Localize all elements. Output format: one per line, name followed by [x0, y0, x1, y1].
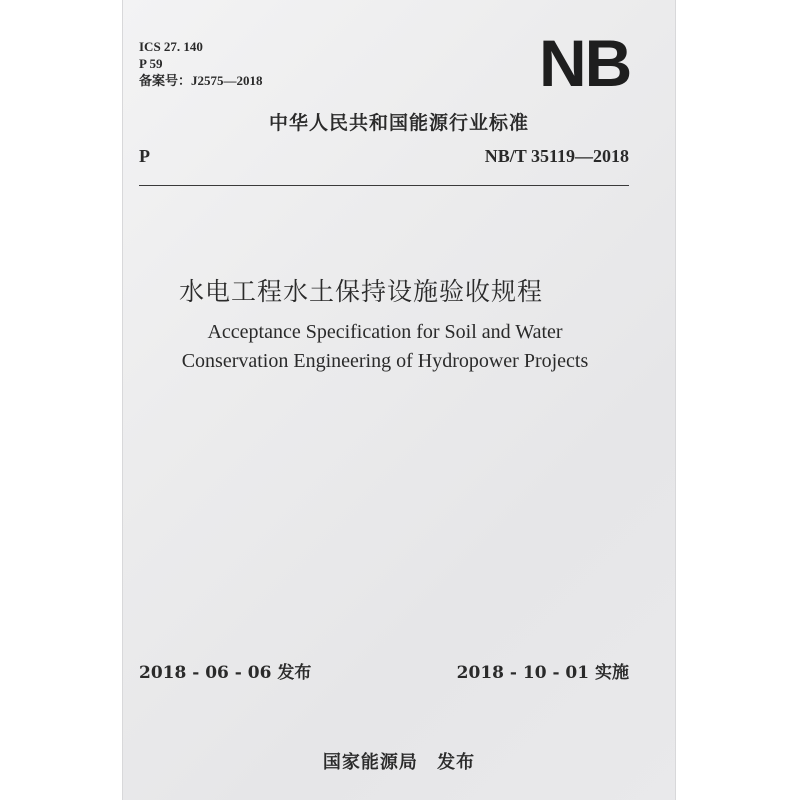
ccs-code: P 59 [139, 56, 163, 71]
ics-code: ICS 27. 140 [139, 39, 203, 54]
title-english-line-2: Conservation Engineering of Hydropower Projects [181, 350, 589, 372]
nb-logo: NB [539, 26, 631, 100]
divider-line [139, 185, 629, 186]
implementation-date: 2018 - 10 - 01 实施 [456, 663, 629, 683]
classification-letter: P [139, 146, 150, 166]
standard-number: NB/T 35119—2018 [484, 146, 629, 166]
title-english-line-1: Acceptance Specification for Soil and Water [207, 321, 563, 343]
standard-metadata [139, 38, 263, 89]
standard-category-title: 中华人民共和国能源行业标准 [268, 112, 529, 134]
document-title-chinese: 水电工程水土保持设施验收规程 [179, 277, 544, 306]
issue-date: 2018 - 06 - 06 发布 [139, 663, 312, 683]
document-title-english [143, 318, 627, 376]
publisher: 国家能源局 发布 [322, 752, 476, 773]
document-cover [122, 0, 676, 800]
filing-number: 备案号：J2575—2018 [139, 73, 263, 88]
